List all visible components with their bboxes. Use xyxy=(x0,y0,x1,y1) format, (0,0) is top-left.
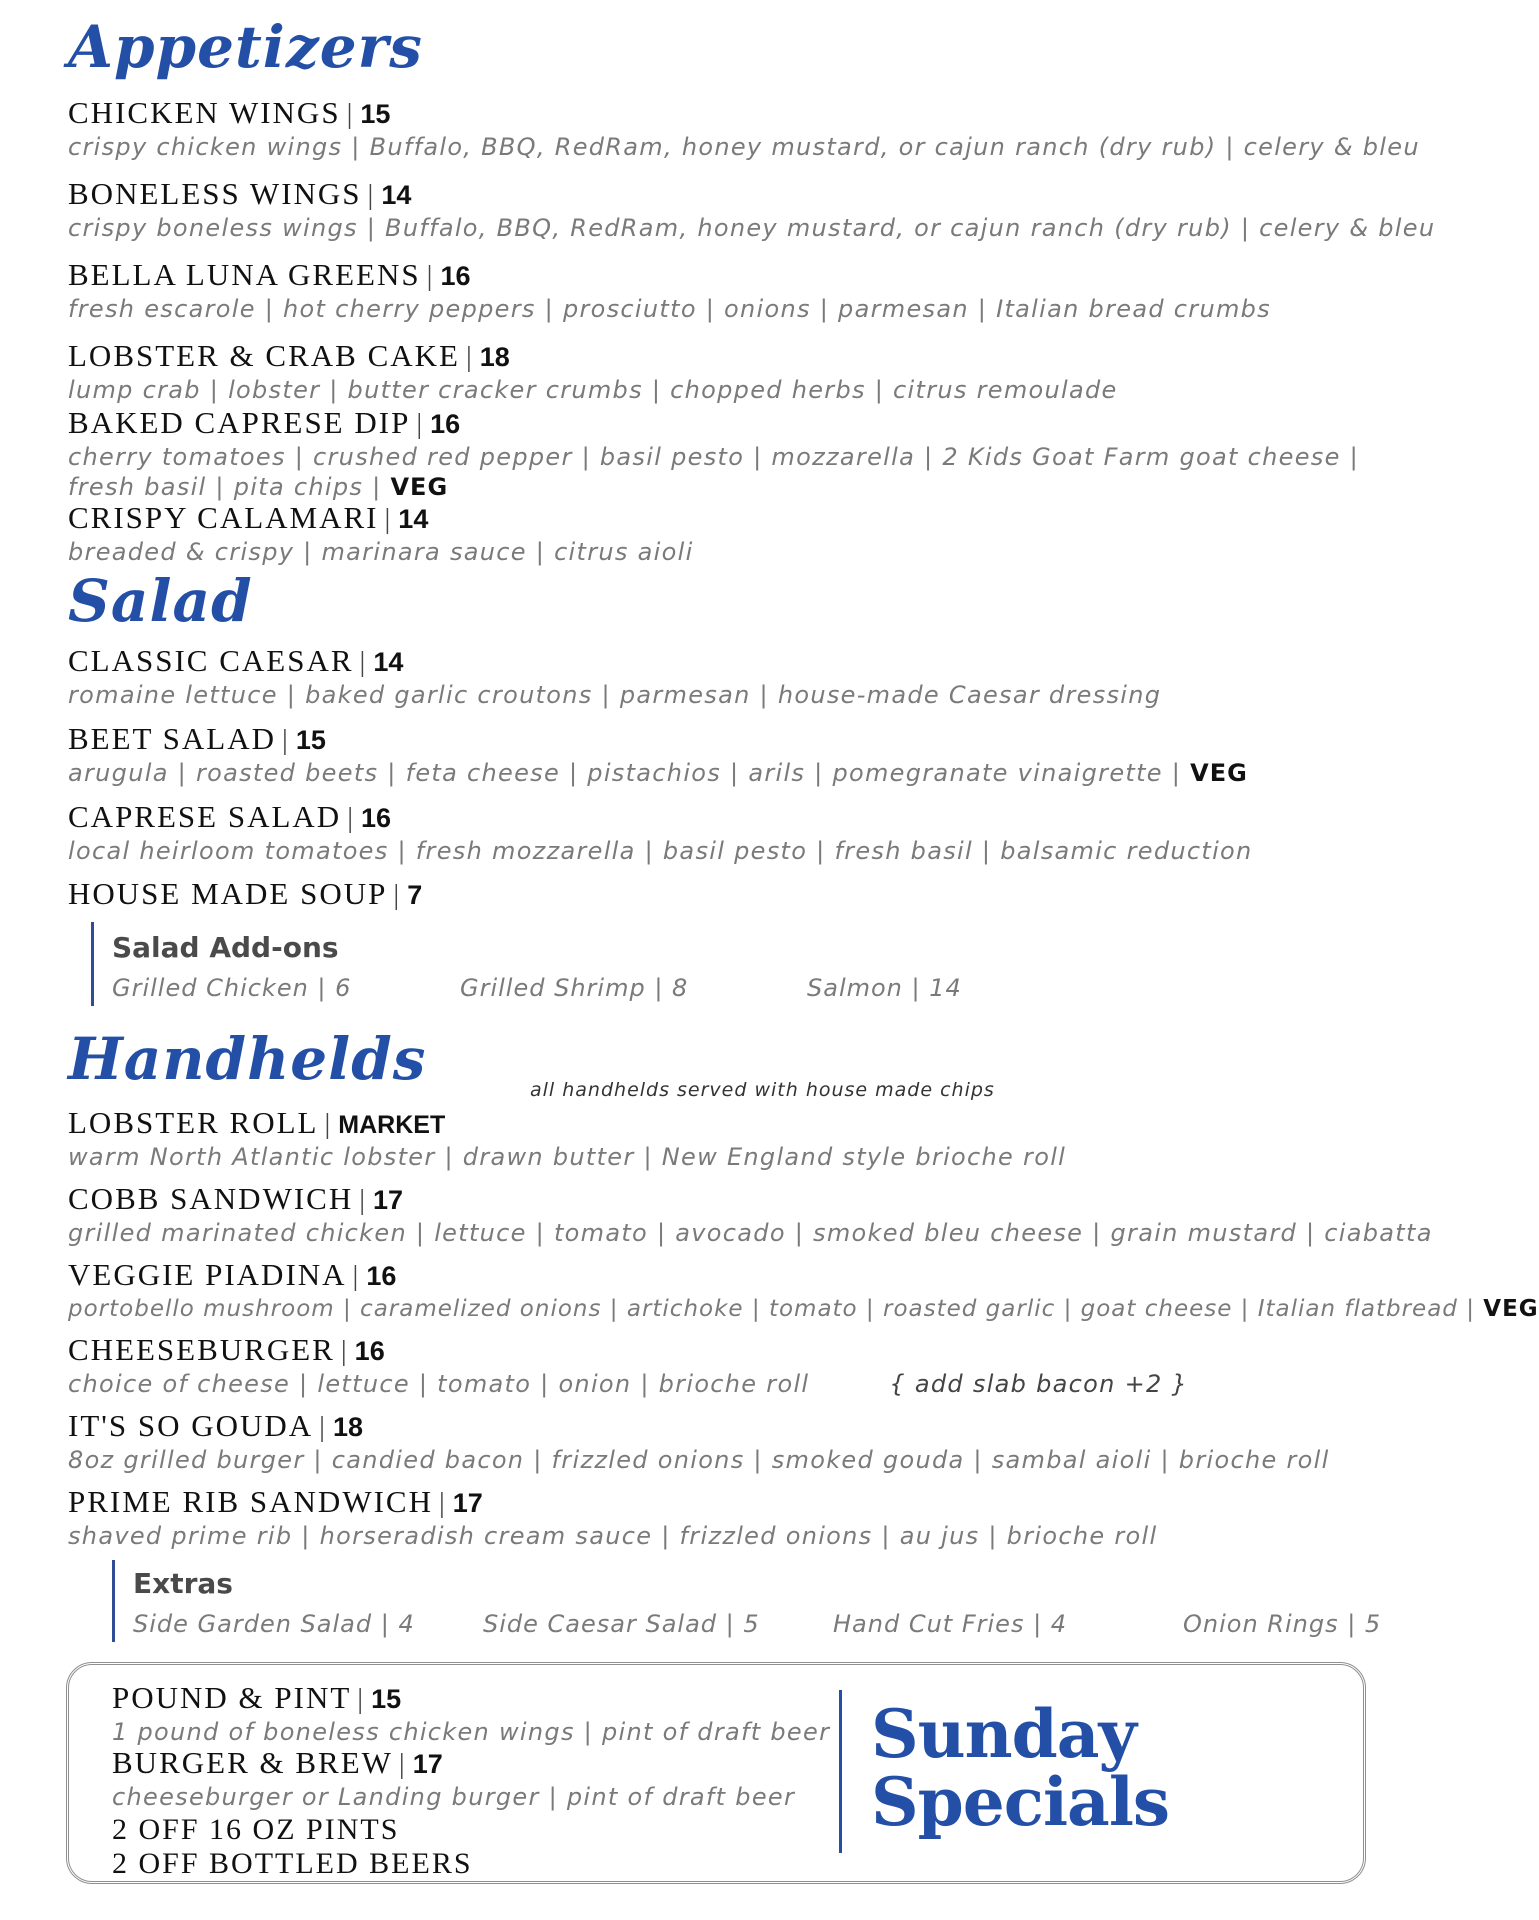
item-price: 16 xyxy=(440,261,471,291)
veg-tag: VEG xyxy=(390,473,449,501)
salad-addons-list xyxy=(112,974,1012,1006)
extra-item: Side Garden Salad | 4 xyxy=(133,1610,415,1638)
item-price: 7 xyxy=(407,880,423,910)
item-name: BAKED CAPRESE DIP xyxy=(68,405,411,440)
item-price: 16 xyxy=(366,1261,397,1291)
section-title-handhelds: Handhelds xyxy=(68,1025,427,1093)
item-name: BELLA LUNA GREENS xyxy=(68,257,421,292)
item-description: warm North Atlantic lobster | drawn butter | New England style brioche roll xyxy=(68,1143,1067,1171)
item-name: CRISPY CALAMARI xyxy=(68,500,379,535)
item-description: fresh escarole | hot cherry peppers | prosciutto | onions | parmesan | Italian bread crumbs xyxy=(68,295,1271,323)
special-item xyxy=(112,1747,832,1812)
separator: | xyxy=(438,1487,445,1519)
item-price: 14 xyxy=(398,504,429,534)
menu-item xyxy=(68,1183,1468,1248)
item-price: 17 xyxy=(412,1749,443,1779)
item-description: romaine lettuce | baked garlic croutons | parmesan | house-made Caesar dressing xyxy=(68,681,1162,709)
item-name: CLASSIC CAESAR xyxy=(68,643,354,678)
separator: | xyxy=(465,341,472,373)
item-name: LOBSTER & CRAB CAKE xyxy=(68,338,460,373)
item-name: LOBSTER ROLL xyxy=(68,1105,319,1140)
veg-tag: VEG xyxy=(1483,1296,1539,1322)
extra-item: Side Caesar Salad | 5 xyxy=(483,1610,760,1638)
item-name: BEET SALAD xyxy=(68,721,277,756)
special-item xyxy=(112,1682,832,1747)
menu-item xyxy=(68,1257,1539,1324)
item-price: 17 xyxy=(373,1185,404,1215)
sunday-specials-title xyxy=(871,1695,1251,1841)
salad-addons xyxy=(91,922,1012,1006)
item-description xyxy=(68,442,1378,502)
separator: | xyxy=(319,1411,325,1443)
separator: | xyxy=(367,179,374,211)
item-price: MARKET xyxy=(338,1111,446,1139)
item-name: COBB SANDWICH xyxy=(68,1181,354,1216)
item-description-text: portobello mushroom | caramelized onions | artichoke | tomato | roasted garlic | goat cheese | Italian flatbread | xyxy=(68,1296,1475,1322)
separator: | xyxy=(416,408,423,440)
item-description: breaded & crispy | marinara sauce | citrus aioli xyxy=(68,538,694,566)
menu-item xyxy=(68,1486,1468,1551)
item-price: 14 xyxy=(373,647,404,677)
item-description-text: cherry tomatoes | crushed red pepper | basil pesto | mozzarella | 2 Kids Goat Farm goat cheese | fresh basil | pita chips | xyxy=(68,443,1359,501)
menu-item xyxy=(68,178,1468,243)
menu-item xyxy=(68,407,1468,502)
menu-item xyxy=(68,645,1468,710)
add-bacon-note: { add slab bacon +2 } xyxy=(889,1370,1189,1398)
extra-item: Onion Rings | 5 xyxy=(1183,1610,1382,1638)
menu-item xyxy=(68,502,1468,567)
handhelds-note: all handhelds served with house made chips xyxy=(530,1079,995,1101)
item-description xyxy=(68,758,1468,788)
item-price: 18 xyxy=(479,342,510,372)
extra-item: Hand Cut Fries | 4 xyxy=(833,1610,1068,1638)
specials-divider xyxy=(839,1690,842,1853)
separator: | xyxy=(398,1748,405,1780)
separator: | xyxy=(324,1108,331,1140)
item-description: shaved prime rib | horseradish cream sauce | frizzled onions | au jus | brioche roll xyxy=(68,1522,1158,1550)
item-description-text: arugula | roasted beets | feta cheese | pistachios | arils | pomegranate vinaigrette | xyxy=(68,759,1182,787)
item-name: BONELESS WINGS xyxy=(68,176,362,211)
item-name: IT'S SO GOUDA xyxy=(68,1408,314,1443)
item-price: 15 xyxy=(295,725,326,755)
menu-item xyxy=(68,723,1468,788)
item-description: 8oz grilled burger | candied bacon | frizzled onions | smoked gouda | sambal aioli | brioche roll xyxy=(68,1446,1330,1474)
separator: | xyxy=(346,98,353,130)
specials-title-line: Specials xyxy=(871,1763,1170,1841)
item-description: lump crab | lobster | butter cracker crumbs | chopped herbs | citrus remoulade xyxy=(68,376,1118,404)
item-price: 15 xyxy=(371,1684,402,1714)
separator: | xyxy=(393,879,400,911)
menu-item xyxy=(68,1334,1468,1399)
separator: | xyxy=(426,260,433,292)
salad-addons-title: Salad Add-ons xyxy=(112,931,339,964)
item-description: 1 pound of boneless chicken wings | pint of draft beer xyxy=(112,1718,831,1746)
item-price: 15 xyxy=(360,99,391,129)
item-description xyxy=(68,1294,1539,1324)
separator: | xyxy=(340,1335,347,1367)
separator: | xyxy=(359,646,366,678)
item-description: crispy boneless wings | Buffalo, BBQ, RedRam, honey mustard, or cajun ranch (dry rub) | celery & bleu xyxy=(68,214,1436,242)
item-price: 16 xyxy=(430,409,461,439)
item-description: local heirloom tomatoes | fresh mozzarella | basil pesto | fresh basil | balsamic reduction xyxy=(68,837,1253,865)
menu-item xyxy=(68,340,1468,405)
item-description xyxy=(68,1369,1468,1399)
menu-item xyxy=(68,259,1468,324)
item-description: crispy chicken wings | Buffalo, BBQ, RedRam, honey mustard, or cajun ranch (dry rub) | celery & bleu xyxy=(68,133,1420,161)
separator: | xyxy=(347,802,353,834)
separator: | xyxy=(384,503,391,535)
section-title-appetizers: Appetizers xyxy=(68,13,423,81)
item-name: VEGGIE PIADINA xyxy=(68,1257,347,1292)
extras xyxy=(112,1560,1393,1642)
menu-item xyxy=(68,801,1468,866)
special-deal: 2 OFF 16 OZ PINTS xyxy=(112,1813,400,1846)
specials-title-line: Sunday xyxy=(871,1695,1136,1773)
addon-item: Salmon | 14 xyxy=(807,974,962,1002)
menu-item xyxy=(68,97,1468,162)
menu-item xyxy=(68,1107,1468,1172)
item-description: grilled marinated chicken | lettuce | tomato | avocado | smoked bleu cheese | grain mustard | ciabatta xyxy=(68,1219,1433,1247)
item-description: cheeseburger or Landing burger | pint of draft beer xyxy=(112,1783,796,1811)
item-price: 17 xyxy=(452,1488,483,1518)
separator: | xyxy=(359,1184,366,1216)
extras-title: Extras xyxy=(133,1567,233,1600)
item-price: 16 xyxy=(354,1336,385,1366)
item-price: 18 xyxy=(332,1412,364,1442)
item-name: CHEESEBURGER xyxy=(68,1332,335,1367)
item-name: CAPRESE SALAD xyxy=(68,799,342,834)
item-price: 14 xyxy=(381,180,412,210)
section-title-salad: Salad xyxy=(68,567,253,635)
item-name: BURGER & BREW xyxy=(112,1745,393,1780)
separator: | xyxy=(357,1683,364,1715)
menu-item xyxy=(68,878,1468,910)
item-name: HOUSE MADE SOUP xyxy=(68,876,388,911)
addon-item: Grilled Chicken | 6 xyxy=(112,974,352,1002)
menu-item xyxy=(68,1410,1468,1475)
item-description-text: choice of cheese | lettuce | tomato | onion | brioche roll xyxy=(68,1370,810,1398)
separator: | xyxy=(282,724,288,756)
item-name: CHICKEN WINGS xyxy=(68,95,341,130)
item-price: 16 xyxy=(361,803,392,833)
addon-item: Grilled Shrimp | 8 xyxy=(460,974,689,1002)
extras-list xyxy=(133,1610,1393,1642)
special-deal: 2 OFF BOTTLED BEERS xyxy=(112,1847,473,1880)
separator: | xyxy=(352,1260,359,1292)
item-name: PRIME RIB SANDWICH xyxy=(68,1484,433,1519)
item-name: POUND & PINT xyxy=(112,1680,352,1715)
veg-tag: VEG xyxy=(1190,759,1248,787)
